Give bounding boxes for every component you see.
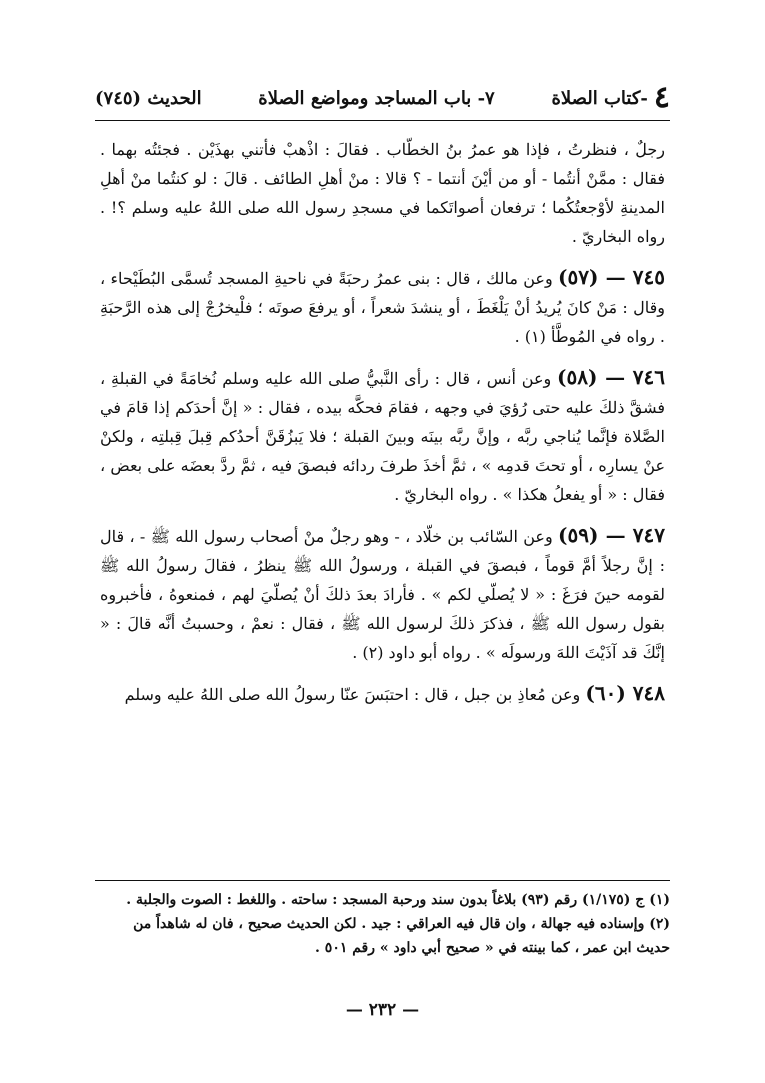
main-text <box>100 135 665 721</box>
footnote-rule <box>95 880 670 881</box>
header-book <box>551 80 670 115</box>
book-number: ٤ <box>653 80 670 115</box>
footnote-1: (١) ج (١/١٧٥) رقم (٩٣) بلاغاً بدون سند ورحبة المسجد : ساحته . واللغط : الصوت والجلبة . <box>126 892 670 908</box>
running-header <box>95 78 670 118</box>
hadith-number: ٧٤٨ (٦٠) <box>585 681 665 705</box>
header-rule <box>95 120 670 121</box>
chapter-title: ٧- باب المساجد ومواضع الصلاة <box>258 87 495 109</box>
hadith-746 <box>100 363 665 509</box>
paragraph-continuation <box>100 135 665 251</box>
paragraph-text: وعن مُعاذِ بن جبل ، قال : احتبَسَ عنّا رسولُ الله صلى اللهُ عليه وسلم <box>124 685 581 704</box>
hadith-748 <box>100 679 665 709</box>
hadith-number: ٧٤٧ — (٥٩) <box>558 523 666 547</box>
page-number: — ٢٣٢ — <box>345 1000 420 1020</box>
hadith-number: ٧٤٥ — (٥٧) <box>557 265 665 289</box>
paragraph-text: وعن السّائب بن خلّاد ، - وهو رجلٌ منْ أصحاب رسول الله ﷺ - ، قال : إنَّ رجلاً أمَّ قوماً ، فبصقَ في القبلة ، ورسولُ الله ﷺ ينظرُ ، فقالَ رسولُ الله ﷺ لقومه حينَ فرَغَ : « لا يُصلّي لكم » . فأرادَ بعدَ ذلكَ أنْ يُصلّيَ لهم ، فمنعوهُ ، فأخبروه بقول رسول الله ﷺ ، فذكرَ ذلكَ لرسول الله ﷺ ، فقال : نعمْ ، وحسبتُ أنَّه قالَ : « إنَّكَ قد آذَيْتَ اللهَ ورسولَه » . رواه أبو داود (٢) . <box>100 527 665 662</box>
book-title: -كتاب الصلاة <box>551 87 648 109</box>
hadith-747 <box>100 521 665 667</box>
footnotes <box>95 888 670 960</box>
hadith-range: الحديث (٧٤٥) <box>95 87 202 109</box>
hadith-745 <box>100 263 665 351</box>
hadith-number: ٧٤٦ — (٥٨) <box>557 365 666 389</box>
paragraph-text: وعن أنس ، قال : رأى النَّبيُّ صلى الله عليه وسلم نُخامَةً في القبلةِ ، فشقَّ ذلكَ عليه حتى رُؤيَ في وجهه ، فقامَ فحكَّه بيده ، فقال : « إنَّ أحدَكم إذا قامَ في الصَّلاة فإنَّما يُناجي ربَّه ، وإنَّ ربَّه بينَه وبينَ القبلة ؛ فلا يَبزُقَنَّ أحدُكم قِبلَ قِبلتِه ، ولكنْ عنْ يسارِه ، أو تحتَ قدمِه » ، ثمَّ أخذَ طرفَ ردائه فبصقَ فيه ، ثمَّ ردَّ بعضَه على بعض ، فقال : « أو يفعلُ هكذا » . رواه البخاريّ . <box>100 369 666 504</box>
paragraph-text: وعن مالك ، قال : بنى عمرُ رحبَةً في ناحيةِ المسجد تُسمَّى البُطَيْحاء ، وقال : مَنْ كانَ يُريدُ أنْ يَلْغَطَ ، أو ينشدَ شعراً ، أو يرفعَ صوتَه ؛ فلْيخرُجْ إلى هذه الرَّحبَةِ . رواه في المُوطَّأ (١) . <box>100 269 665 346</box>
paragraph-text: رجلٌ ، فنظرتُ ، فإذا هو عمرُ بنُ الخطّاب . فقالَ : اذْهبْ فأتني بهذَيْن . فجئتُه بهما . فقال : ممَّنْ أنتُما - أو من أيْنَ أنتما - ؟ قالا : منْ أهلِ الطائف . قالَ : لو كنتُما منْ أهلِ المدينةِ لأوْجعتُكُما ؛ ترفعان أصواتَكما في مسجدِ رسول الله صلى اللهُ عليه وسلم ؟! . رواه البخاريّ . <box>100 140 665 246</box>
footnote-2: (٢) وإسناده فيه جهالة ، وان قال فيه العراقي : جيد . لكن الحديث صحيح ، فان له شاهداً من حديث ابن عمر ، كما بينته في « صحيح أبي داود » رقم ٥٠١ . <box>133 916 670 956</box>
